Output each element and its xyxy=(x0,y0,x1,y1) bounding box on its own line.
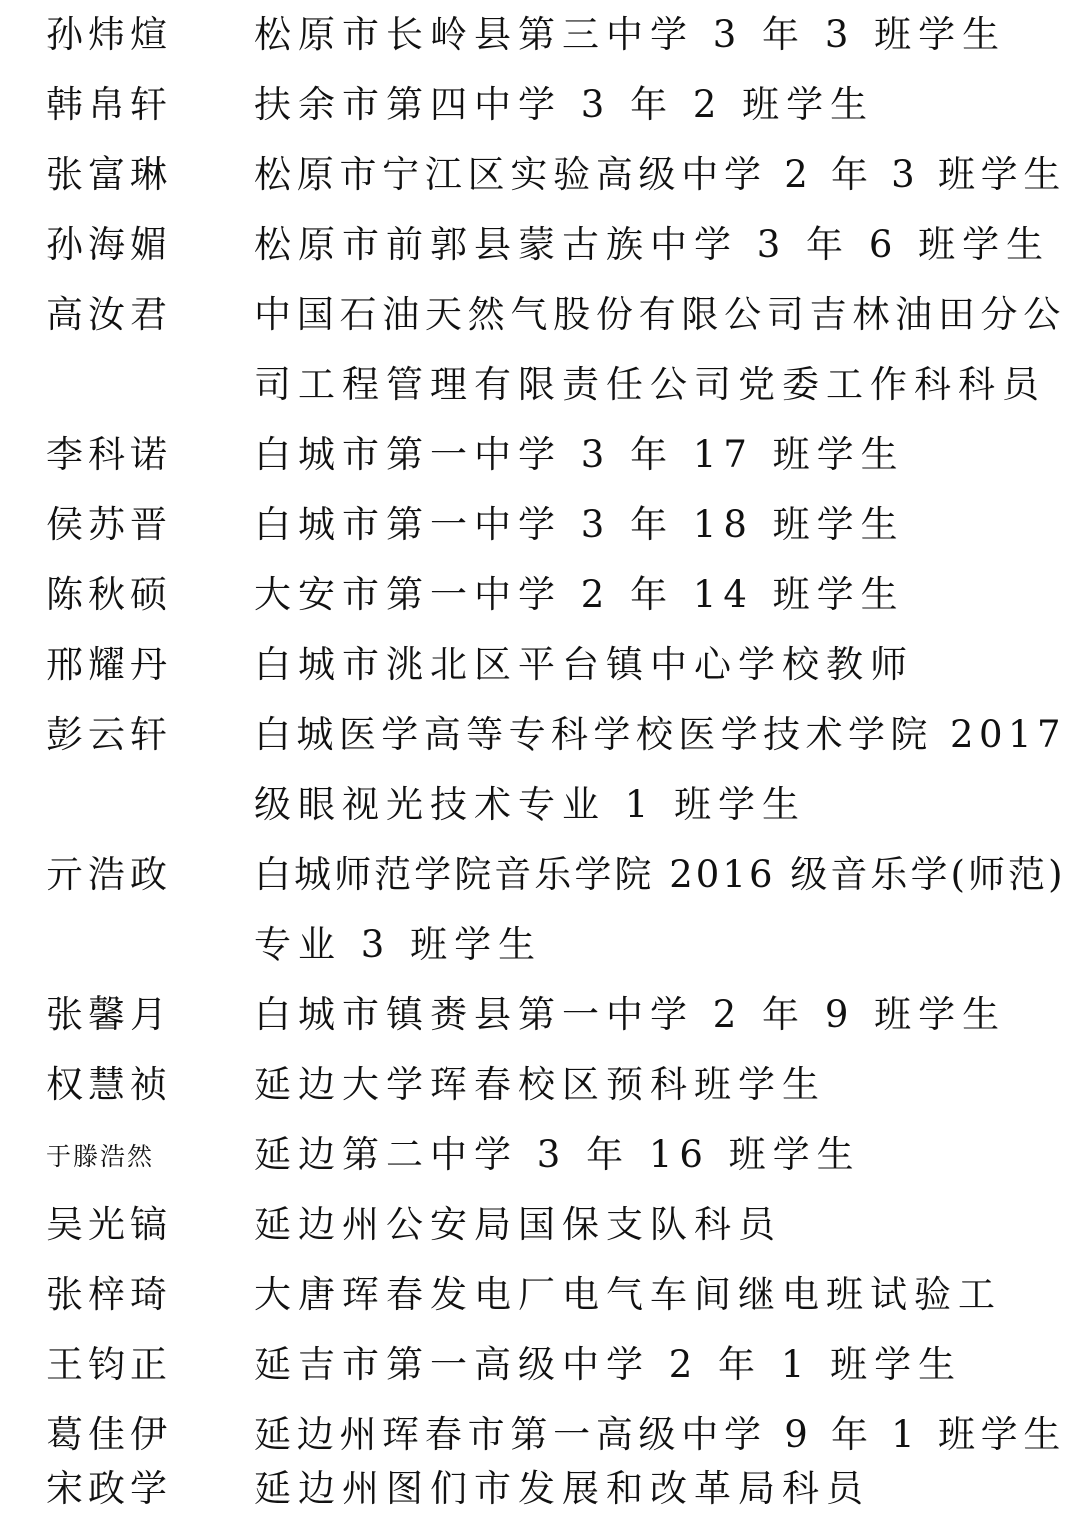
person-name: 亓浩政 xyxy=(46,853,172,896)
description-line: 白城市镇赉县第一中学 2 年 9 班学生 xyxy=(254,993,1007,1036)
person-description xyxy=(254,840,1066,980)
description-line: 白城市洮北区平台镇中心学校教师 xyxy=(254,643,914,686)
person-description xyxy=(254,490,1054,560)
person-name: 宋政学 xyxy=(46,1467,172,1510)
person-name: 于滕浩然 xyxy=(46,1142,155,1171)
person-description xyxy=(254,630,1054,700)
person-name: 吴光镐 xyxy=(46,1203,172,1246)
description-line: 白城市第一中学 3 年 17 班学生 xyxy=(254,433,905,476)
list-item xyxy=(0,1050,1080,1120)
list-item xyxy=(0,1190,1080,1260)
description-line: 延边州公安局国保支队科员 xyxy=(254,1203,782,1246)
person-name: 张富琳 xyxy=(46,153,172,196)
description-line: 司工程管理有限责任公司党委工作科科员 xyxy=(254,363,1046,406)
person-description xyxy=(254,560,1054,630)
list-item xyxy=(0,280,1080,420)
person-name: 王钧正 xyxy=(46,1343,172,1386)
person-description xyxy=(254,1260,1054,1330)
person-description xyxy=(254,210,1054,280)
list-item xyxy=(0,980,1080,1050)
list-item xyxy=(0,1330,1080,1400)
list-item xyxy=(0,70,1080,140)
list-item xyxy=(0,1454,1080,1524)
person-name: 彭云轩 xyxy=(46,713,172,756)
description-line: 松原市前郭县蒙古族中学 3 年 6 班学生 xyxy=(254,223,1051,266)
description-line: 白城师范学院音乐学院 2016 级音乐学(师范) xyxy=(254,853,1066,896)
list-item xyxy=(0,840,1080,980)
description-line: 扶余市第四中学 3 年 2 班学生 xyxy=(254,83,875,126)
person-description xyxy=(254,0,1054,70)
description-line: 级眼视光技术专业 1 班学生 xyxy=(254,783,807,826)
person-description xyxy=(254,1330,1054,1400)
description-line: 延边州珲春市第一高级中学 9 年 1 班学生 xyxy=(254,1413,1067,1456)
person-description xyxy=(254,1120,1054,1190)
list-item xyxy=(0,210,1080,280)
person-description xyxy=(254,280,1066,420)
list-item xyxy=(0,0,1080,70)
description-line: 延边大学珲春校区预科班学生 xyxy=(254,1063,826,1106)
person-name: 孙炜煊 xyxy=(46,13,172,56)
list-item xyxy=(0,630,1080,700)
list-item xyxy=(0,490,1080,560)
person-description xyxy=(254,700,1066,840)
list-item xyxy=(0,420,1080,490)
list-item xyxy=(0,700,1080,840)
person-description xyxy=(254,420,1054,490)
list-item xyxy=(0,140,1080,210)
person-name: 韩帛轩 xyxy=(46,83,172,126)
description-line: 白城医学高等专科学校医学技术学院 2017 xyxy=(254,713,1066,756)
description-line: 延边州图们市发展和改革局科员 xyxy=(254,1467,870,1510)
person-name: 邢耀丹 xyxy=(46,643,172,686)
person-description xyxy=(254,1050,1054,1120)
person-name: 陈秋硕 xyxy=(46,573,172,616)
person-description xyxy=(254,140,1067,210)
person-name: 权慧祯 xyxy=(46,1063,172,1106)
description-line: 松原市长岭县第三中学 3 年 3 班学生 xyxy=(254,13,1007,56)
person-description xyxy=(254,980,1054,1050)
description-line: 大安市第一中学 2 年 14 班学生 xyxy=(254,573,905,616)
person-description xyxy=(254,1454,1054,1524)
description-line: 延边第二中学 3 年 16 班学生 xyxy=(254,1133,861,1176)
person-name: 张梓琦 xyxy=(46,1273,172,1316)
description-line: 中国石油天然气股份有限公司吉林油田分公 xyxy=(254,293,1066,336)
person-name: 李科诺 xyxy=(46,433,172,476)
person-description xyxy=(254,1190,1054,1260)
description-line: 大唐珲春发电厂电气车间继电班试验工 xyxy=(254,1273,1002,1316)
list-item xyxy=(0,1120,1080,1190)
person-name: 侯苏晋 xyxy=(46,503,172,546)
person-name: 孙海媚 xyxy=(46,223,172,266)
person-description xyxy=(254,70,1054,140)
person-name: 高汝君 xyxy=(46,293,172,336)
person-name: 张馨月 xyxy=(46,993,172,1036)
person-name: 葛佳伊 xyxy=(46,1413,172,1456)
description-line: 白城市第一中学 3 年 18 班学生 xyxy=(254,503,905,546)
list-item xyxy=(0,1260,1080,1330)
list-item xyxy=(0,560,1080,630)
description-line: 松原市宁江区实验高级中学 2 年 3 班学生 xyxy=(254,153,1067,196)
description-line: 延吉市第一高级中学 2 年 1 班学生 xyxy=(254,1343,963,1386)
description-line: 专业 3 班学生 xyxy=(254,923,543,966)
